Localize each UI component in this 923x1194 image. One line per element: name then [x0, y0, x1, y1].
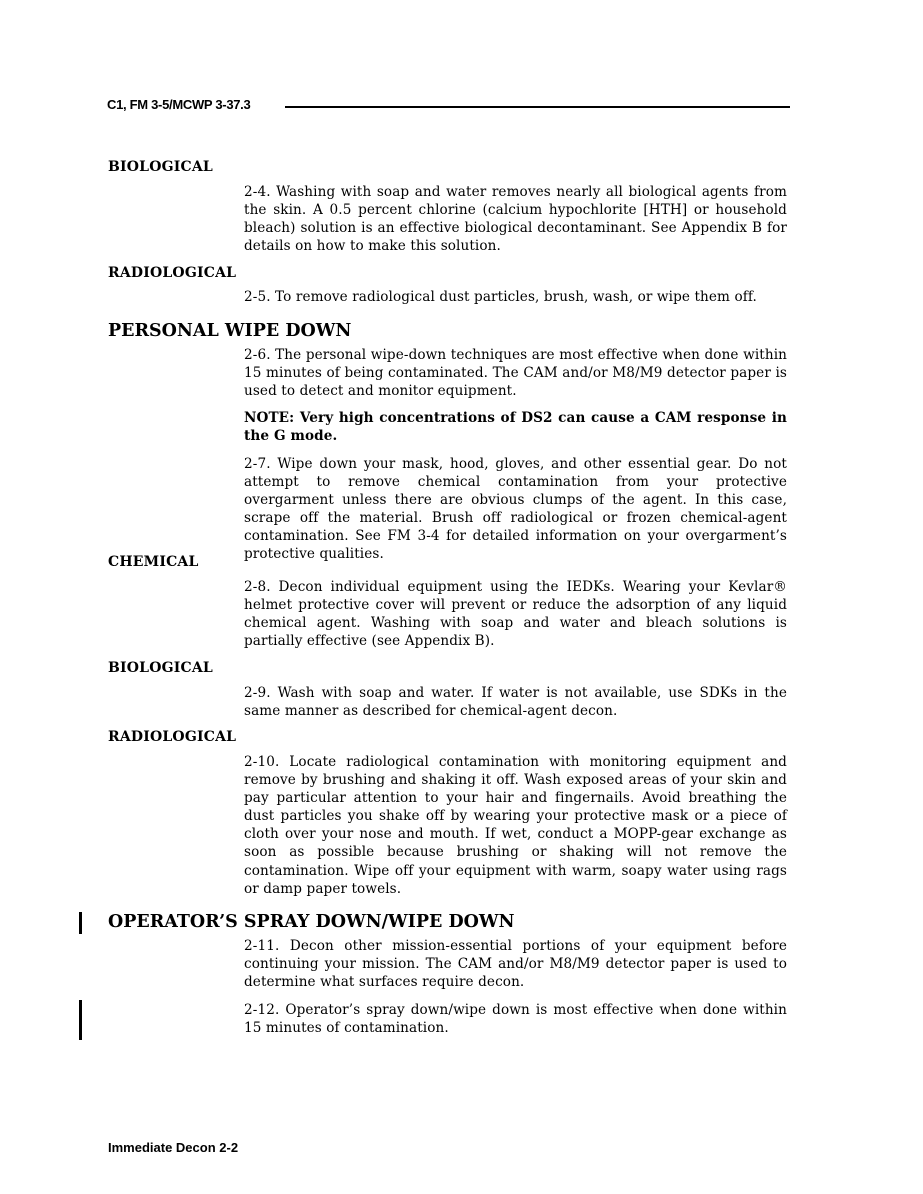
heading-radiological: RADIOLOGICAL	[108, 265, 237, 281]
heading-radiological: RADIOLOGICAL	[108, 729, 237, 745]
heading-operators-spray-down: OPERATOR’S SPRAY DOWN/WIPE DOWN	[108, 912, 515, 932]
heading-biological: BIOLOGICAL	[108, 159, 213, 175]
paragraph-2-4: 2-4. Washing with soap and water removes nearly all biological agents from the skin. A 0.5 percent chlorine (calcium hypochlorite [HTH] or household bleach) solution is an effective biological decontaminant. See Appendix B for details on how to make this solution.	[244, 184, 787, 255]
page-footer: Immediate Decon 2-2	[108, 1140, 239, 1155]
heading-personal-wipe-down: PERSONAL WIPE DOWN	[108, 321, 352, 341]
change-bar	[79, 1000, 82, 1040]
heading-biological: BIOLOGICAL	[108, 660, 213, 676]
paragraph-2-9: 2-9. Wash with soap and water. If water is not available, use SDKs in the same manner as described for chemical-agent decon.	[244, 685, 787, 720]
header-rule	[285, 106, 790, 108]
running-header	[107, 97, 790, 117]
document-id: C1, FM 3-5/MCWP 3-37.3	[107, 97, 251, 112]
paragraph-2-12: 2-12. Operator’s spray down/wipe down is most effective when done within 15 minutes of contamination.	[244, 1002, 787, 1037]
change-bar	[79, 912, 82, 934]
note: NOTE: Very high concentrations of DS2 can cause a CAM response in the G mode.	[244, 410, 787, 445]
paragraph-2-5: 2-5. To remove radiological dust particles, brush, wash, or wipe them off.	[244, 289, 757, 305]
paragraph-2-11: 2-11. Decon other mission-essential portions of your equipment before continuing your mission. The CAM and/or M8/M9 detector paper is used to determine what surfaces require decon.	[244, 938, 787, 991]
paragraph-2-10: 2-10. Locate radiological contamination with monitoring equipment and remove by brushing and shaking it off. Wash exposed areas of your skin and pay particular attention to your hair and fingernails. Avoid breathing the dust particles you shake off by wearing your protective mask or a piece of cloth over your nose and mouth. If wet, conduct a MOPP-gear exchange as soon as possible because brushing or shaking will not remove the contamination. Wipe off your equipment with warm, soapy water using rags or damp paper towels.	[244, 754, 787, 897]
heading-chemical: CHEMICAL	[108, 554, 199, 570]
paragraph-2-7: 2-7. Wipe down your mask, hood, gloves, and other essential gear. Do not attempt to remove chemical contamination from your protective overgarment unless there are obvious clumps of the agent. In this case, scrape off the material. Brush off radiological or frozen chemical-agent contamination. See FM 3-4 for detailed information on your overgarment’s protective qualities.	[244, 456, 787, 563]
paragraph-2-8: 2-8. Decon individual equipment using the IEDKs. Wearing your Kevlar® helmet protective cover will prevent or reduce the adsorption of any liquid chemical agent. Washing with soap and water and bleach solutions is partially effective (see Appendix B).	[244, 579, 787, 650]
paragraph-2-6: 2-6. The personal wipe-down techniques are most effective when done within 15 minutes of being contaminated. The CAM and/or M8/M9 detector paper is used to detect and monitor equipment.	[244, 347, 787, 400]
